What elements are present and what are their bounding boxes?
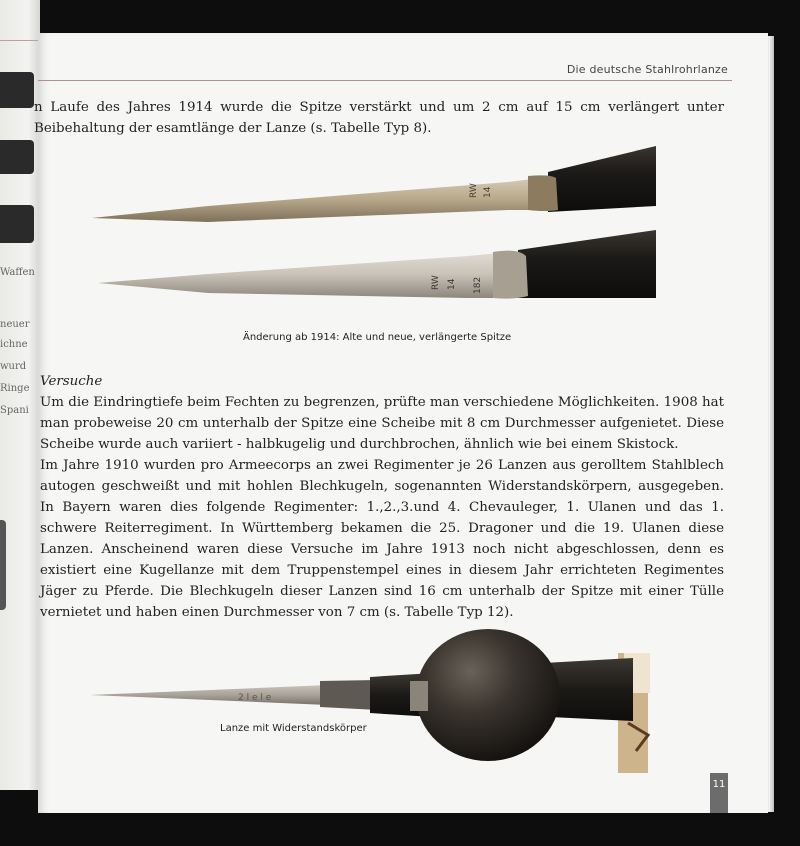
page-number: 11 [710,773,728,813]
figure-lance-tips [88,138,718,308]
left-page-photo-fragment [0,72,34,108]
svg-text:RW: RW [431,275,441,290]
resistance-ball [416,629,560,761]
header-rule [38,80,732,81]
figure-lance-with-ball [88,603,688,773]
left-page-text: Waffen [0,267,35,278]
old-lance-tip [92,146,656,222]
running-head: Die deutsche Stahlrohrlanze [566,63,728,76]
svg-text:RW: RW [469,183,479,198]
figure1-caption: Änderung ab 1914: Alte und neue, verlängerte Spitze [243,332,512,343]
left-page-text: neuer [0,319,30,330]
figure2-caption: Lanze mit Widerstandskörper [220,723,367,734]
left-page-photo-fragment [0,140,34,174]
section-paragraph: Um die Eindringtiefe beim Fechten zu begrenzen, prüfte man verschiedene Möglichkeiten. 1908 hat man probeweise 20 cm unterhalb der Spitze eine Scheibe mit 8 cm Durchmesser aufgenietet. Diese Scheibe wurde auch variiert - halbkugelig und durchbrochen, ähnlich wie bei einem Skistock. [40,395,724,452]
svg-text:182: 182 [473,276,483,294]
section-paragraph: Im Jahre 1910 wurden pro Armeecorps an zwei Regimenter je 26 Lanzen aus gerolltem Stahlblech autogen geschweißt und mit hohlen Blechkugeln, sogenannten Widerstandskörpern, ausgegeben. In Bayern waren dies folgende Regimenter: 1.,2.,3.und 4. Chevauleger, 1. Ulanen und das 1. schwere Reiterregiment. In Württemberg bekamen die 25. Dragoner und die 19. Ulanen diese Lanzen. Anscheinend waren diese Versuche im Jahre 1913 noch nicht abgeschlossen, denn es existiert eine Kugellanze mit dem Truppenstempel eines in diesem Jahr errichteten Regimentes Jäger zu Pferde. Die Blechkugeln dieser Lanzen sind 16 cm unterhalb der Spitze mit einer Tülle vernietet und haben einen Durchmesser von 7 cm (s. Tabelle Typ 12). [40,458,724,620]
left-page-text: ichne [0,339,28,350]
svg-text:14: 14 [447,278,457,290]
left-page-photo-fragment [0,520,6,610]
left-page-text: wurd [0,361,27,372]
versuche-section [40,371,724,623]
svg-text:2 l e l e: 2 l e l e [238,693,272,703]
left-page-rule [0,40,40,41]
new-lance-tip [98,230,656,299]
book-page [34,33,768,813]
intro-paragraph: n Laufe des Jahres 1914 wurde die Spitze verstärkt und um 2 cm auf 15 cm verlängert unter Beibehaltung der esamtlänge der Lanze (s. Tabelle Typ 8). [34,100,724,136]
left-page-text: Spani [0,405,29,416]
left-page-text: Ringe [0,383,30,394]
left-page-photo-fragment [0,205,34,243]
svg-text:14: 14 [483,186,493,198]
section-heading: Versuche [40,374,103,389]
